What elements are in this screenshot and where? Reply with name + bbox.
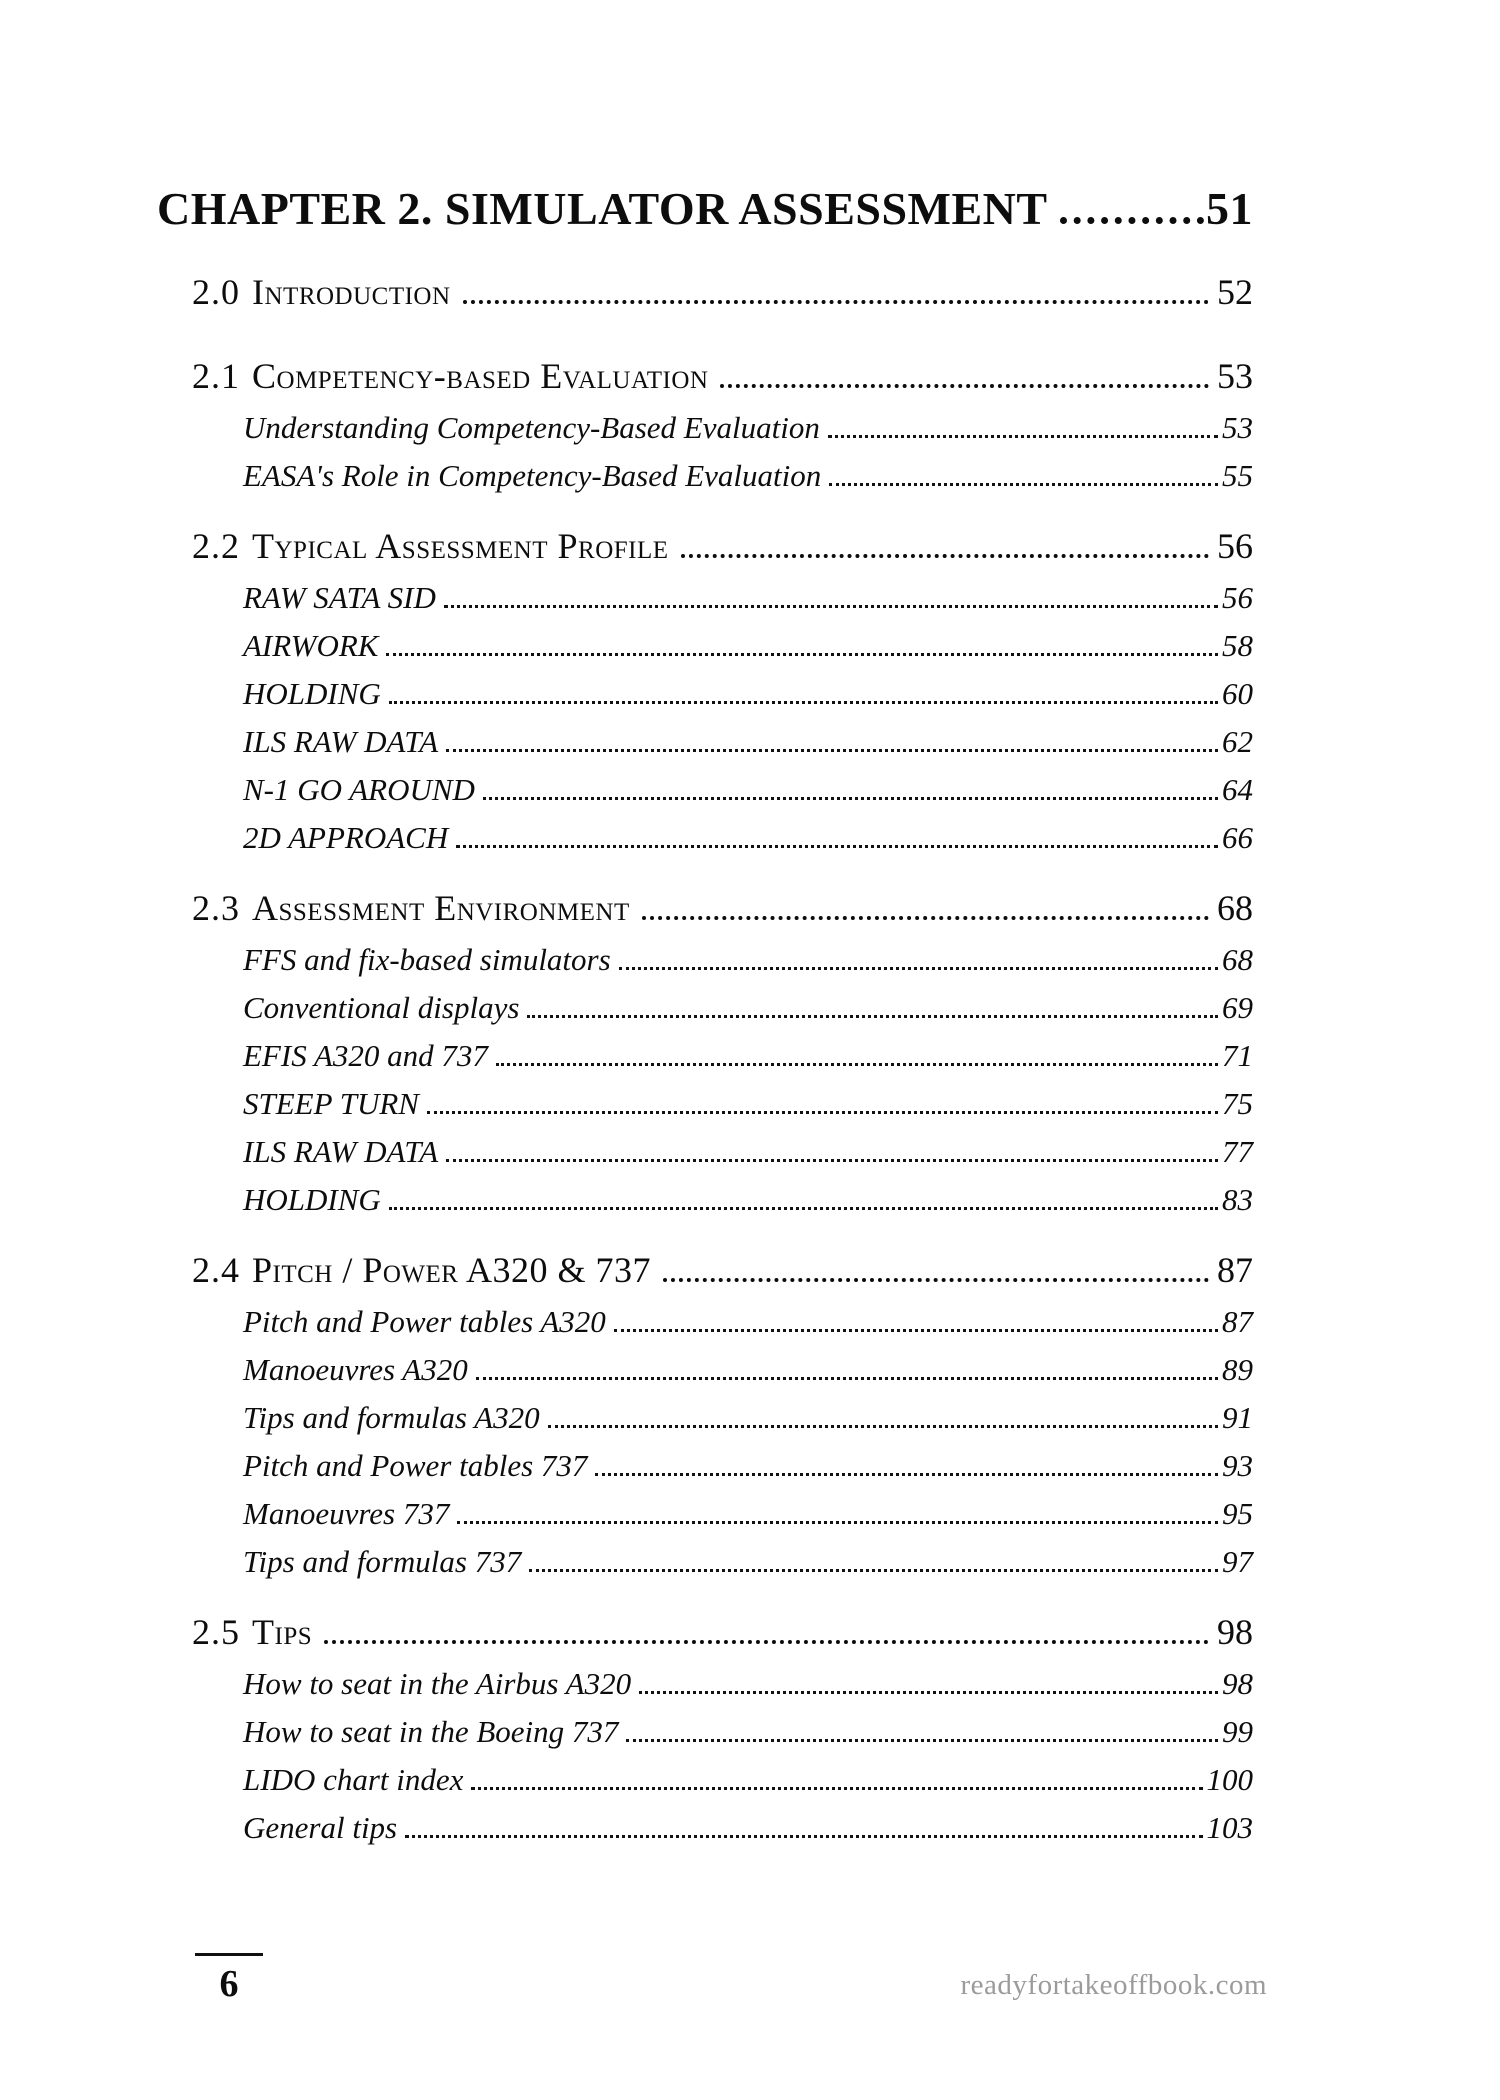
- leader-dots: [548, 1425, 1218, 1428]
- toc-subsection-row: [243, 404, 1253, 452]
- toc-subsection-page: 71: [1222, 1038, 1253, 1073]
- toc-section-row: [192, 348, 1253, 404]
- toc-subsection-row: [243, 1708, 1253, 1756]
- toc-subsection-page: 87: [1222, 1304, 1253, 1339]
- toc-subsection-page: 53: [1222, 410, 1253, 445]
- footer-page-number: 6: [219, 1963, 239, 2005]
- toc-subsection-label: Conventional displays: [243, 990, 520, 1025]
- toc-subsection-label: STEEP TURN: [243, 1086, 419, 1121]
- footer-rule: [195, 1953, 263, 1956]
- footer-website: readyfortakeoffbook.com: [960, 1969, 1267, 2001]
- toc-subsection-label: How to seat in the Airbus A320: [243, 1666, 632, 1701]
- toc-section-page: 98: [1217, 1612, 1253, 1652]
- toc-section-number: 2.1: [192, 356, 240, 396]
- toc-subsection-label: Tips and formulas 737: [243, 1544, 522, 1579]
- toc-section-number: 2.3: [192, 888, 240, 928]
- toc-subsection-row: [243, 1298, 1253, 1346]
- leader-dots: [595, 1473, 1218, 1476]
- toc-subsection-row: [243, 1442, 1253, 1490]
- toc-subsection-page: 62: [1222, 724, 1253, 759]
- toc-section-row: [192, 1242, 1253, 1298]
- toc-subsection-label: FFS and fix-based simulators: [243, 942, 611, 977]
- leader-dots: [463, 300, 1209, 304]
- leader-dots: [456, 845, 1218, 848]
- toc-subsection-page: 66: [1222, 820, 1253, 855]
- chapter-title-page: 51: [1206, 183, 1253, 234]
- leader-dots: [720, 384, 1209, 388]
- toc-subsection-row: [243, 1756, 1253, 1804]
- toc-subsection-row: [243, 1032, 1253, 1080]
- toc-subsection-label: N-1 GO AROUND: [243, 772, 475, 807]
- toc-section-label: Tips: [252, 1612, 313, 1652]
- toc-section-label: Typical Assessment Profile: [252, 526, 669, 566]
- toc-subsection-page: 68: [1222, 942, 1253, 977]
- leader-dots: [405, 1835, 1202, 1838]
- leader-dots: [626, 1739, 1218, 1742]
- toc-subsection-label: Manoeuvres 737: [243, 1496, 450, 1531]
- toc-subsection-page: 99: [1222, 1714, 1253, 1749]
- toc-subsection-page: 100: [1206, 1762, 1253, 1797]
- leader-dots: [828, 435, 1218, 438]
- toc-subsection-row: [243, 574, 1253, 622]
- toc-subsection-row: [243, 718, 1253, 766]
- toc-subsection-label: Tips and formulas A320: [243, 1400, 540, 1435]
- toc-subsection-row: [243, 984, 1253, 1032]
- toc-section-label: Pitch / Power A320 & 737: [252, 1250, 651, 1290]
- toc-subsection-row: [243, 1804, 1253, 1852]
- toc-subsection-label: AIRWORK: [243, 628, 379, 663]
- toc-section-label: Competency-based Evaluation: [252, 356, 709, 396]
- leader-dots: [386, 653, 1218, 656]
- toc-section-label: Assessment Environment: [252, 888, 630, 928]
- toc-subsection-label: 2D APPROACH: [243, 820, 449, 855]
- toc-subsection-label: RAW SATA SID: [243, 580, 436, 615]
- toc-section-row: [192, 880, 1253, 936]
- toc-section-row: [192, 518, 1253, 574]
- toc-subsection-page: 98: [1222, 1666, 1253, 1701]
- toc-section-number: 2.4: [192, 1250, 240, 1290]
- leader-dots: [614, 1329, 1218, 1332]
- toc-subsection-label: Pitch and Power tables A320: [243, 1304, 606, 1339]
- toc-section-number: 2.5: [192, 1612, 240, 1652]
- toc-subsection-row: [243, 814, 1253, 862]
- toc-section-page: 87: [1217, 1250, 1253, 1290]
- toc-subsection-label: General tips: [243, 1810, 398, 1845]
- leader-dots: [446, 749, 1218, 752]
- chapter-title-row: [157, 178, 1253, 240]
- leader-dots: [663, 1278, 1209, 1282]
- toc-subsection-row: [243, 1080, 1253, 1128]
- toc-subsection-page: 91: [1222, 1400, 1253, 1435]
- toc-subsection-page: 60: [1222, 676, 1253, 711]
- toc-subsection-row: [243, 1128, 1253, 1176]
- toc-subsection-label: HOLDING: [243, 676, 381, 711]
- toc-subsection-page: 75: [1222, 1086, 1253, 1121]
- toc-subsection-page: 64: [1222, 772, 1253, 807]
- leader-dots: [389, 701, 1218, 704]
- toc-subsection-page: 95: [1222, 1496, 1253, 1531]
- leader-dots: [446, 1159, 1218, 1162]
- toc-subsection-row: [243, 670, 1253, 718]
- leader-dots: [529, 1569, 1218, 1572]
- toc-subsection-row: [243, 1394, 1253, 1442]
- leader-dots: [681, 554, 1209, 558]
- toc-subsection-page: 97: [1222, 1544, 1253, 1579]
- toc-subsection-page: 69: [1222, 990, 1253, 1025]
- toc-subsection-page: 103: [1206, 1810, 1253, 1845]
- toc-subsection-label: ILS RAW DATA: [243, 724, 439, 759]
- leader-dots: [444, 605, 1218, 608]
- toc-subsection-page: 77: [1222, 1134, 1253, 1169]
- leader-dots: [427, 1111, 1218, 1114]
- leader-dots: [324, 1640, 1209, 1644]
- toc-section-row: [192, 264, 1253, 320]
- toc-subsection-label: Understanding Competency-Based Evaluation: [243, 410, 820, 445]
- toc-section-page: 52: [1217, 272, 1253, 312]
- toc-subsection-row: [243, 1660, 1253, 1708]
- toc-subsection-row: [243, 1176, 1253, 1224]
- toc-subsection-page: 83: [1222, 1182, 1253, 1217]
- toc-subsection-row: [243, 1346, 1253, 1394]
- toc-subsection-label: Pitch and Power tables 737: [243, 1448, 588, 1483]
- toc-section-number: 2.2: [192, 526, 240, 566]
- leader-dots: [829, 483, 1218, 486]
- chapter-title: CHAPTER 2. SIMULATOR ASSESSMENT: [157, 183, 1048, 234]
- title-leader-dots: [1060, 217, 1204, 224]
- toc-subsection-label: HOLDING: [243, 1182, 381, 1217]
- toc-subsection-label: LIDO chart index: [243, 1762, 464, 1797]
- toc-subsection-row: [243, 622, 1253, 670]
- leader-dots: [471, 1787, 1202, 1790]
- leader-dots: [389, 1207, 1218, 1210]
- toc-subsection-page: 58: [1222, 628, 1253, 663]
- toc-subsection-row: [243, 1490, 1253, 1538]
- toc-subsection-row: [243, 766, 1253, 814]
- toc-section-label: Introduction: [252, 272, 451, 312]
- toc-subsection-label: Manoeuvres A320: [243, 1352, 468, 1387]
- toc-subsection-row: [243, 1538, 1253, 1586]
- leader-dots: [527, 1015, 1218, 1018]
- leader-dots: [496, 1063, 1218, 1066]
- toc-subsection-label: How to seat in the Boeing 737: [243, 1714, 619, 1749]
- toc-subsection-page: 55: [1222, 458, 1253, 493]
- toc-subsection-row: [243, 936, 1253, 984]
- leader-dots: [642, 916, 1209, 920]
- toc-subsection-row: [243, 452, 1253, 500]
- leader-dots: [639, 1691, 1218, 1694]
- toc-subsection-label: EASA's Role in Competency-Based Evaluation: [243, 458, 822, 493]
- toc-section-page: 68: [1217, 888, 1253, 928]
- toc-section-number: 2.0: [192, 272, 240, 312]
- toc-subsection-label: ILS RAW DATA: [243, 1134, 439, 1169]
- toc-list: [157, 264, 1253, 1852]
- leader-dots: [457, 1521, 1218, 1524]
- toc-section-page: 53: [1217, 356, 1253, 396]
- toc-subsection-page: 93: [1222, 1448, 1253, 1483]
- toc-section-page: 56: [1217, 526, 1253, 566]
- toc-subsection-page: 56: [1222, 580, 1253, 615]
- leader-dots: [483, 797, 1218, 800]
- leader-dots: [619, 967, 1218, 970]
- toc-subsection-label: EFIS A320 and 737: [243, 1038, 488, 1073]
- toc-subsection-page: 89: [1222, 1352, 1253, 1387]
- leader-dots: [476, 1377, 1218, 1380]
- toc-section-row: [192, 1604, 1253, 1660]
